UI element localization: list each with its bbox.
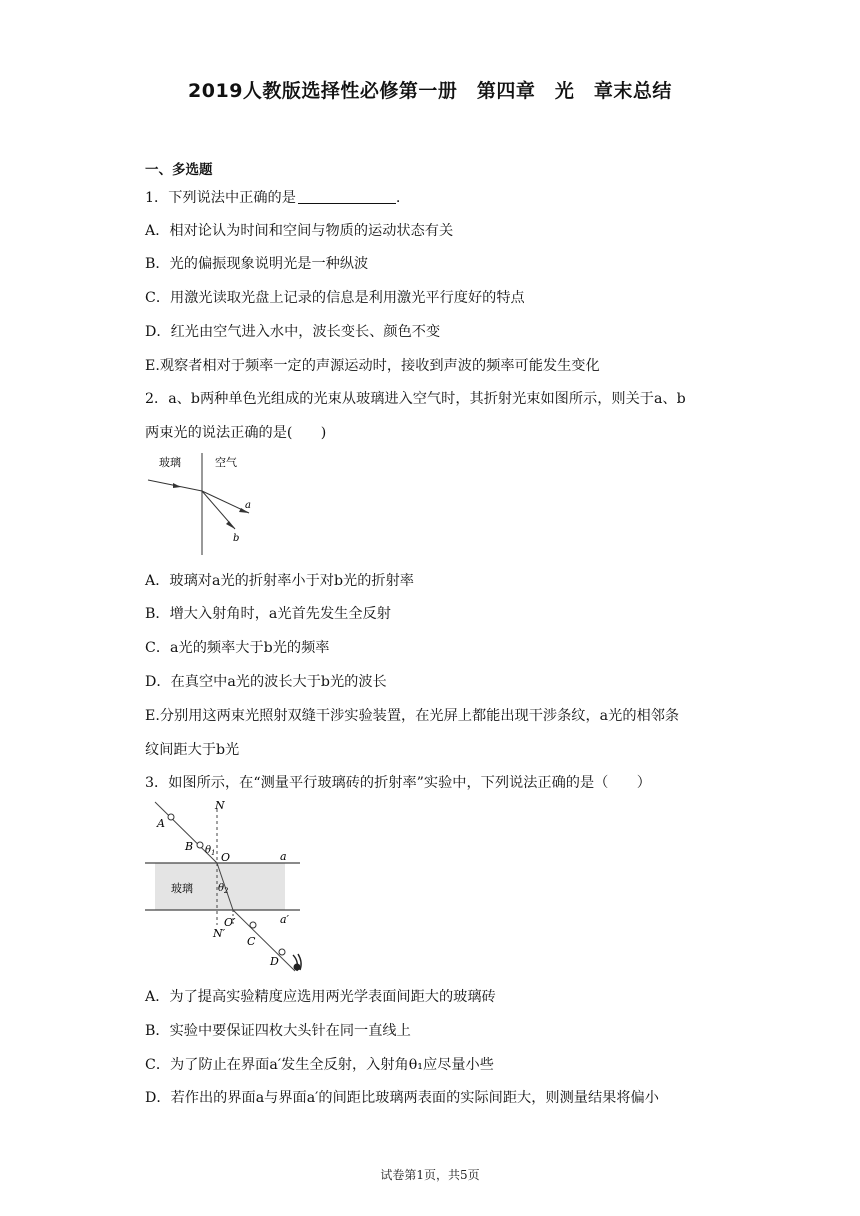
- pin-b: [197, 842, 203, 848]
- glass-label: 玻璃: [171, 882, 193, 895]
- q3-stem: 3．如图所示，在“测量平行玻璃砖的折射率”实验中，下列说法正确的是（ ）: [145, 775, 651, 791]
- q2-option-b: B．增大入射角时，a光首先发生全反射: [145, 606, 391, 622]
- page-title: 2019人教版选择性必修第一册 第四章 光 章末总结: [188, 80, 672, 102]
- label-B: B: [185, 840, 194, 853]
- page-footer: 试卷第1页，共5页: [380, 1168, 480, 1182]
- label-a: a: [280, 850, 287, 863]
- q1-option-e: E.观察者相对于频率一定的声源运动时，接收到声波的频率可能发生变化: [145, 358, 600, 374]
- label-D: D: [270, 955, 279, 968]
- pin-d: [279, 949, 285, 955]
- q2-option-e-line2: 纹间距大于b光: [145, 742, 240, 758]
- q3-glass-block-diagram: [145, 797, 310, 977]
- q3-option-c: C．为了防止在界面a′发生全反射，入射角θ₁应尽量小些: [145, 1057, 494, 1073]
- label-theta2: $\theta_2$: [218, 883, 229, 895]
- q1-option-d: D．红光由空气进入水中，波长变长、颜色不变: [145, 324, 441, 340]
- ray-a-label: a: [245, 500, 251, 511]
- glass-label: 玻璃: [159, 456, 181, 469]
- q3-option-b: B．实验中要保证四枚大头针在同一直线上: [145, 1023, 411, 1039]
- q1-stem: 1．下列说法中正确的是 .: [145, 190, 401, 206]
- q2-stem-line2: 两束光的说法正确的是( ): [145, 425, 327, 441]
- section-heading: 一、多选题: [145, 162, 213, 178]
- q1-option-c: C．用激光读取光盘上记录的信息是利用激光平行度好的特点: [145, 290, 525, 306]
- incident-arrow: [173, 483, 181, 488]
- air-label: 空气: [215, 456, 237, 469]
- label-O-prime: O′: [224, 916, 236, 929]
- q2-refraction-diagram: [145, 450, 265, 558]
- pin-a: [168, 814, 174, 820]
- q3-option-d: D．若作出的界面a与界面a′的间距比玻璃两表面的实际间距大，则测量结果将偏小: [145, 1090, 659, 1106]
- label-C: C: [247, 935, 256, 948]
- label-a-prime: a′: [280, 913, 290, 926]
- q2-option-e-line1: E.分别用这两束光照射双缝干涉实验装置，在光屏上都能出现干涉条纹，a光的相邻条: [145, 708, 680, 724]
- q2-option-c: C．a光的频率大于b光的频率: [145, 640, 330, 656]
- q3-option-a: A．为了提高实验精度应选用两光学表面间距大的玻璃砖: [145, 989, 496, 1005]
- label-theta1: $\theta_1$: [205, 845, 216, 857]
- q2-option-a: A．玻璃对a光的折射率小于对b光的折射率: [145, 573, 414, 589]
- pin-c: [250, 922, 256, 928]
- q2-option-d: D．在真空中a光的波长大于b光的波长: [145, 674, 387, 690]
- eye-pupil-icon: [294, 964, 301, 971]
- label-N: N: [215, 799, 225, 812]
- q2-stem-line1: 2．a、b两种单色光组成的光束从玻璃进入空气时，其折射光束如图所示，则关于a、b: [145, 391, 686, 407]
- label-A: A: [157, 817, 165, 830]
- q1-option-b: B．光的偏振现象说明光是一种纵波: [145, 256, 369, 272]
- ray-b-arrow: [226, 521, 235, 529]
- ray-b-label: b: [233, 533, 240, 544]
- label-O: O: [221, 851, 231, 864]
- label-N-prime: N′: [213, 927, 226, 940]
- q1-option-a: A．相对论认为时间和空间与物质的运动状态有关: [145, 223, 454, 239]
- answer-blank: [298, 189, 396, 204]
